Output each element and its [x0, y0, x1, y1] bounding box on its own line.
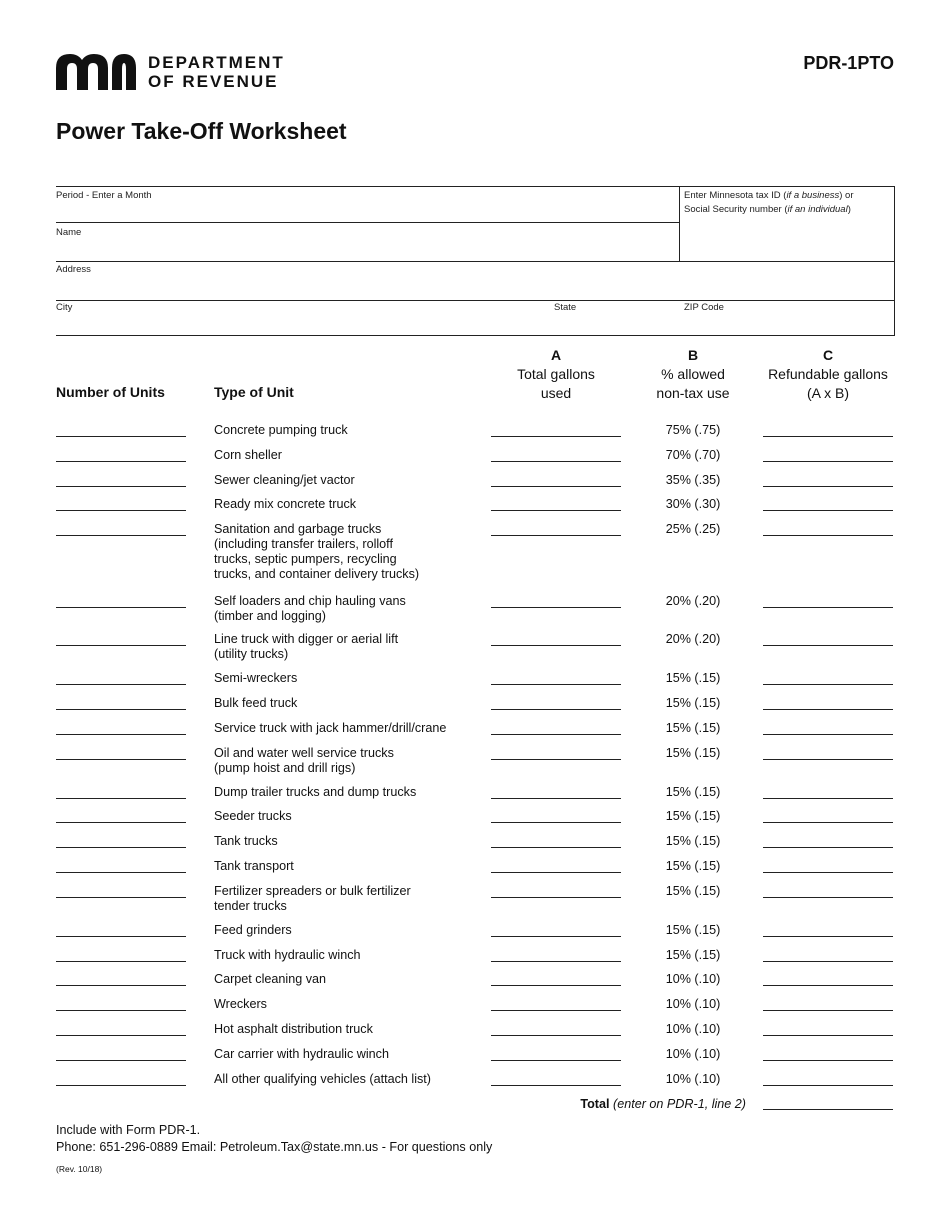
state-label: State	[554, 302, 577, 313]
units-input[interactable]	[56, 1085, 186, 1086]
units-input[interactable]	[56, 461, 186, 462]
revision-date: (Rev. 10/18)	[56, 1164, 103, 1174]
percent-allowed: 10% (.10)	[665, 972, 721, 986]
gallons-used-input[interactable]	[491, 1035, 621, 1036]
units-input[interactable]	[56, 961, 186, 962]
gallons-used-input[interactable]	[491, 1060, 621, 1061]
percent-allowed: 20% (.20)	[665, 632, 721, 646]
gallons-used-input[interactable]	[491, 847, 621, 848]
gallons-used-input[interactable]	[491, 510, 621, 511]
department-name-line1: DEPARTMENT	[148, 53, 285, 72]
refundable-gallons-input[interactable]	[763, 985, 893, 986]
mn-logo-icon	[56, 54, 136, 90]
refundable-gallons-input[interactable]	[763, 734, 893, 735]
percent-allowed: 10% (.10)	[665, 1022, 721, 1036]
units-input[interactable]	[56, 872, 186, 873]
percent-allowed: 15% (.15)	[665, 671, 721, 685]
units-input[interactable]	[56, 684, 186, 685]
box-top-border	[56, 186, 894, 187]
percent-allowed: 15% (.15)	[665, 859, 721, 873]
period-field[interactable]	[56, 189, 152, 203]
zip-label: ZIP Code	[684, 302, 724, 313]
unit-type-label: Concrete pumping truck	[214, 423, 348, 437]
percent-allowed: 25% (.25)	[665, 522, 721, 536]
unit-type-label: Oil and water well service trucks (pump hoist and drill rigs)	[214, 746, 394, 775]
refundable-gallons-input[interactable]	[763, 822, 893, 823]
refundable-gallons-input[interactable]	[763, 709, 893, 710]
refundable-gallons-input[interactable]	[763, 961, 893, 962]
zip-field[interactable]	[684, 301, 724, 315]
gallons-used-input[interactable]	[491, 436, 621, 437]
refundable-gallons-input[interactable]	[763, 1060, 893, 1061]
units-input[interactable]	[56, 936, 186, 937]
contact-info: Phone: 651-296-0889 Email: Petroleum.Tax@state.mn.us - For questions only	[56, 1140, 493, 1154]
tax-id-label-line1: Enter Minnesota tax ID (if a business) or	[684, 190, 854, 201]
unit-type-label: Seeder trucks	[214, 809, 292, 823]
gallons-used-input[interactable]	[491, 709, 621, 710]
gallons-used-input[interactable]	[491, 759, 621, 760]
units-input[interactable]	[56, 759, 186, 760]
percent-allowed: 75% (.75)	[665, 423, 721, 437]
refundable-gallons-input[interactable]	[763, 936, 893, 937]
percent-allowed: 15% (.15)	[665, 696, 721, 710]
unit-type-label: Dump trailer trucks and dump trucks	[214, 785, 417, 799]
refundable-gallons-input[interactable]	[763, 510, 893, 511]
percent-allowed: 15% (.15)	[665, 834, 721, 848]
percent-allowed: 10% (.10)	[665, 1072, 721, 1086]
units-input[interactable]	[56, 1035, 186, 1036]
percent-allowed: 35% (.35)	[665, 473, 721, 487]
refundable-gallons-input[interactable]	[763, 684, 893, 685]
period-label: Period - Enter a Month	[56, 190, 152, 201]
units-input[interactable]	[56, 510, 186, 511]
col-units-header: Number of Units	[56, 384, 165, 400]
col-type-header: Type of Unit	[214, 384, 294, 400]
gallons-used-input[interactable]	[491, 822, 621, 823]
unit-type-label: Semi-wreckers	[214, 671, 298, 685]
refundable-gallons-input[interactable]	[763, 847, 893, 848]
refundable-gallons-input[interactable]	[763, 486, 893, 487]
unit-type-label: Service truck with jack hammer/drill/crane	[214, 721, 447, 735]
address-field[interactable]	[56, 263, 91, 277]
percent-allowed: 15% (.15)	[665, 948, 721, 962]
refundable-gallons-input[interactable]	[763, 1010, 893, 1011]
units-input[interactable]	[56, 847, 186, 848]
gallons-used-input[interactable]	[491, 897, 621, 898]
city-label: City	[56, 302, 73, 313]
unit-type-label: Hot asphalt distribution truck	[214, 1022, 373, 1036]
gallons-used-input[interactable]	[491, 985, 621, 986]
units-input[interactable]	[56, 645, 186, 646]
include-note: Include with Form PDR-1.	[56, 1123, 201, 1137]
percent-allowed: 15% (.15)	[665, 884, 721, 898]
percent-allowed: 15% (.15)	[665, 785, 721, 799]
percent-allowed: 10% (.10)	[665, 1047, 721, 1061]
units-input[interactable]	[56, 709, 186, 710]
state-field[interactable]	[554, 301, 576, 315]
gallons-used-input[interactable]	[491, 961, 621, 962]
unit-type-label: Sewer cleaning/jet vactor	[214, 473, 355, 487]
units-input[interactable]	[56, 486, 186, 487]
gallons-used-input[interactable]	[491, 1010, 621, 1011]
address-label: Address	[56, 264, 91, 275]
tax-id-label-line2: Social Security number (if an individual)	[684, 204, 851, 215]
percent-allowed: 20% (.20)	[665, 594, 721, 608]
gallons-used-input[interactable]	[491, 645, 621, 646]
gallons-used-input[interactable]	[491, 1085, 621, 1086]
unit-type-label: All other qualifying vehicles (attach list)	[214, 1072, 431, 1086]
col-b-header: B % allowed non-tax use	[656, 347, 730, 401]
page-title: Power Take-Off Worksheet	[56, 118, 347, 144]
gallons-used-input[interactable]	[491, 607, 621, 608]
refundable-gallons-input[interactable]	[763, 1035, 893, 1036]
city-field[interactable]	[56, 301, 72, 315]
unit-type-label: Corn sheller	[214, 448, 282, 462]
refundable-gallons-input[interactable]	[763, 645, 893, 646]
unit-type-label: Tank transport	[214, 859, 294, 873]
refundable-gallons-input[interactable]	[763, 1085, 893, 1086]
unit-type-label: Feed grinders	[214, 923, 292, 937]
unit-type-label: Line truck with digger or aerial lift (utility trucks)	[214, 632, 399, 661]
refundable-gallons-input[interactable]	[763, 535, 893, 536]
form-id: PDR-1PTO	[803, 53, 894, 73]
gallons-used-input[interactable]	[491, 486, 621, 487]
percent-allowed: 15% (.15)	[665, 923, 721, 937]
col-a-header: A Total gallons used	[517, 347, 595, 401]
gallons-used-input[interactable]	[491, 872, 621, 873]
name-bottom-border	[56, 261, 894, 262]
refundable-gallons-input[interactable]	[763, 897, 893, 898]
refundable-gallons-input[interactable]	[763, 759, 893, 760]
percent-allowed: 30% (.30)	[665, 497, 721, 511]
gallons-used-input[interactable]	[491, 734, 621, 735]
units-input[interactable]	[56, 897, 186, 898]
units-input[interactable]	[56, 1010, 186, 1011]
percent-allowed: 15% (.15)	[665, 809, 721, 823]
units-input[interactable]	[56, 798, 186, 799]
units-input[interactable]	[56, 535, 186, 536]
unit-type-label: Fertilizer spreaders or bulk fertilizer tender trucks	[214, 884, 411, 913]
gallons-used-input[interactable]	[491, 798, 621, 799]
total-label: Total (enter on PDR-1, line 2)	[580, 1097, 746, 1111]
period-bottom-border	[56, 222, 679, 223]
percent-allowed: 15% (.15)	[665, 746, 721, 760]
gallons-used-input[interactable]	[491, 461, 621, 462]
unit-type-label: Self loaders and chip hauling vans (timber and logging)	[214, 594, 406, 623]
unit-type-label: Ready mix concrete truck	[214, 497, 357, 511]
unit-type-label: Sanitation and garbage trucks (including transfer trailers, rolloff trucks, septic pumpers, recycling trucks, and container delivery trucks)	[214, 522, 420, 581]
refundable-gallons-input[interactable]	[763, 872, 893, 873]
gallons-used-input[interactable]	[491, 535, 621, 536]
refundable-gallons-input[interactable]	[763, 607, 893, 608]
units-input[interactable]	[56, 985, 186, 986]
unit-type-label: Truck with hydraulic winch	[214, 948, 361, 962]
units-input[interactable]	[56, 1060, 186, 1061]
refundable-gallons-input[interactable]	[763, 436, 893, 437]
name-field[interactable]	[56, 226, 81, 240]
unit-type-label: Tank trucks	[214, 834, 278, 848]
percent-allowed: 15% (.15)	[665, 721, 721, 735]
unit-type-label: Car carrier with hydraulic winch	[214, 1047, 389, 1061]
name-label: Name	[56, 227, 82, 238]
total-input[interactable]	[763, 1109, 893, 1110]
city-bottom-border	[56, 335, 894, 336]
units-input[interactable]	[56, 607, 186, 608]
unit-type-label: Carpet cleaning van	[214, 972, 327, 986]
percent-allowed: 70% (.70)	[665, 448, 721, 462]
unit-type-label: Wreckers	[214, 997, 267, 1011]
tax-id-field[interactable]	[684, 189, 854, 217]
refundable-gallons-input[interactable]	[763, 461, 893, 462]
address-bottom-border	[56, 300, 894, 301]
gallons-used-input[interactable]	[491, 936, 621, 937]
box-right-border	[894, 186, 895, 336]
department-name-line2: OF REVENUE	[148, 72, 279, 91]
unit-type-label: Bulk feed truck	[214, 696, 298, 710]
gallons-used-input[interactable]	[491, 684, 621, 685]
refundable-gallons-input[interactable]	[763, 798, 893, 799]
units-input[interactable]	[56, 734, 186, 735]
units-input[interactable]	[56, 436, 186, 437]
tax-id-divider	[679, 186, 680, 261]
percent-allowed: 10% (.10)	[665, 997, 721, 1011]
col-c-header: C Refundable gallons (A x B)	[768, 347, 888, 401]
units-input[interactable]	[56, 822, 186, 823]
